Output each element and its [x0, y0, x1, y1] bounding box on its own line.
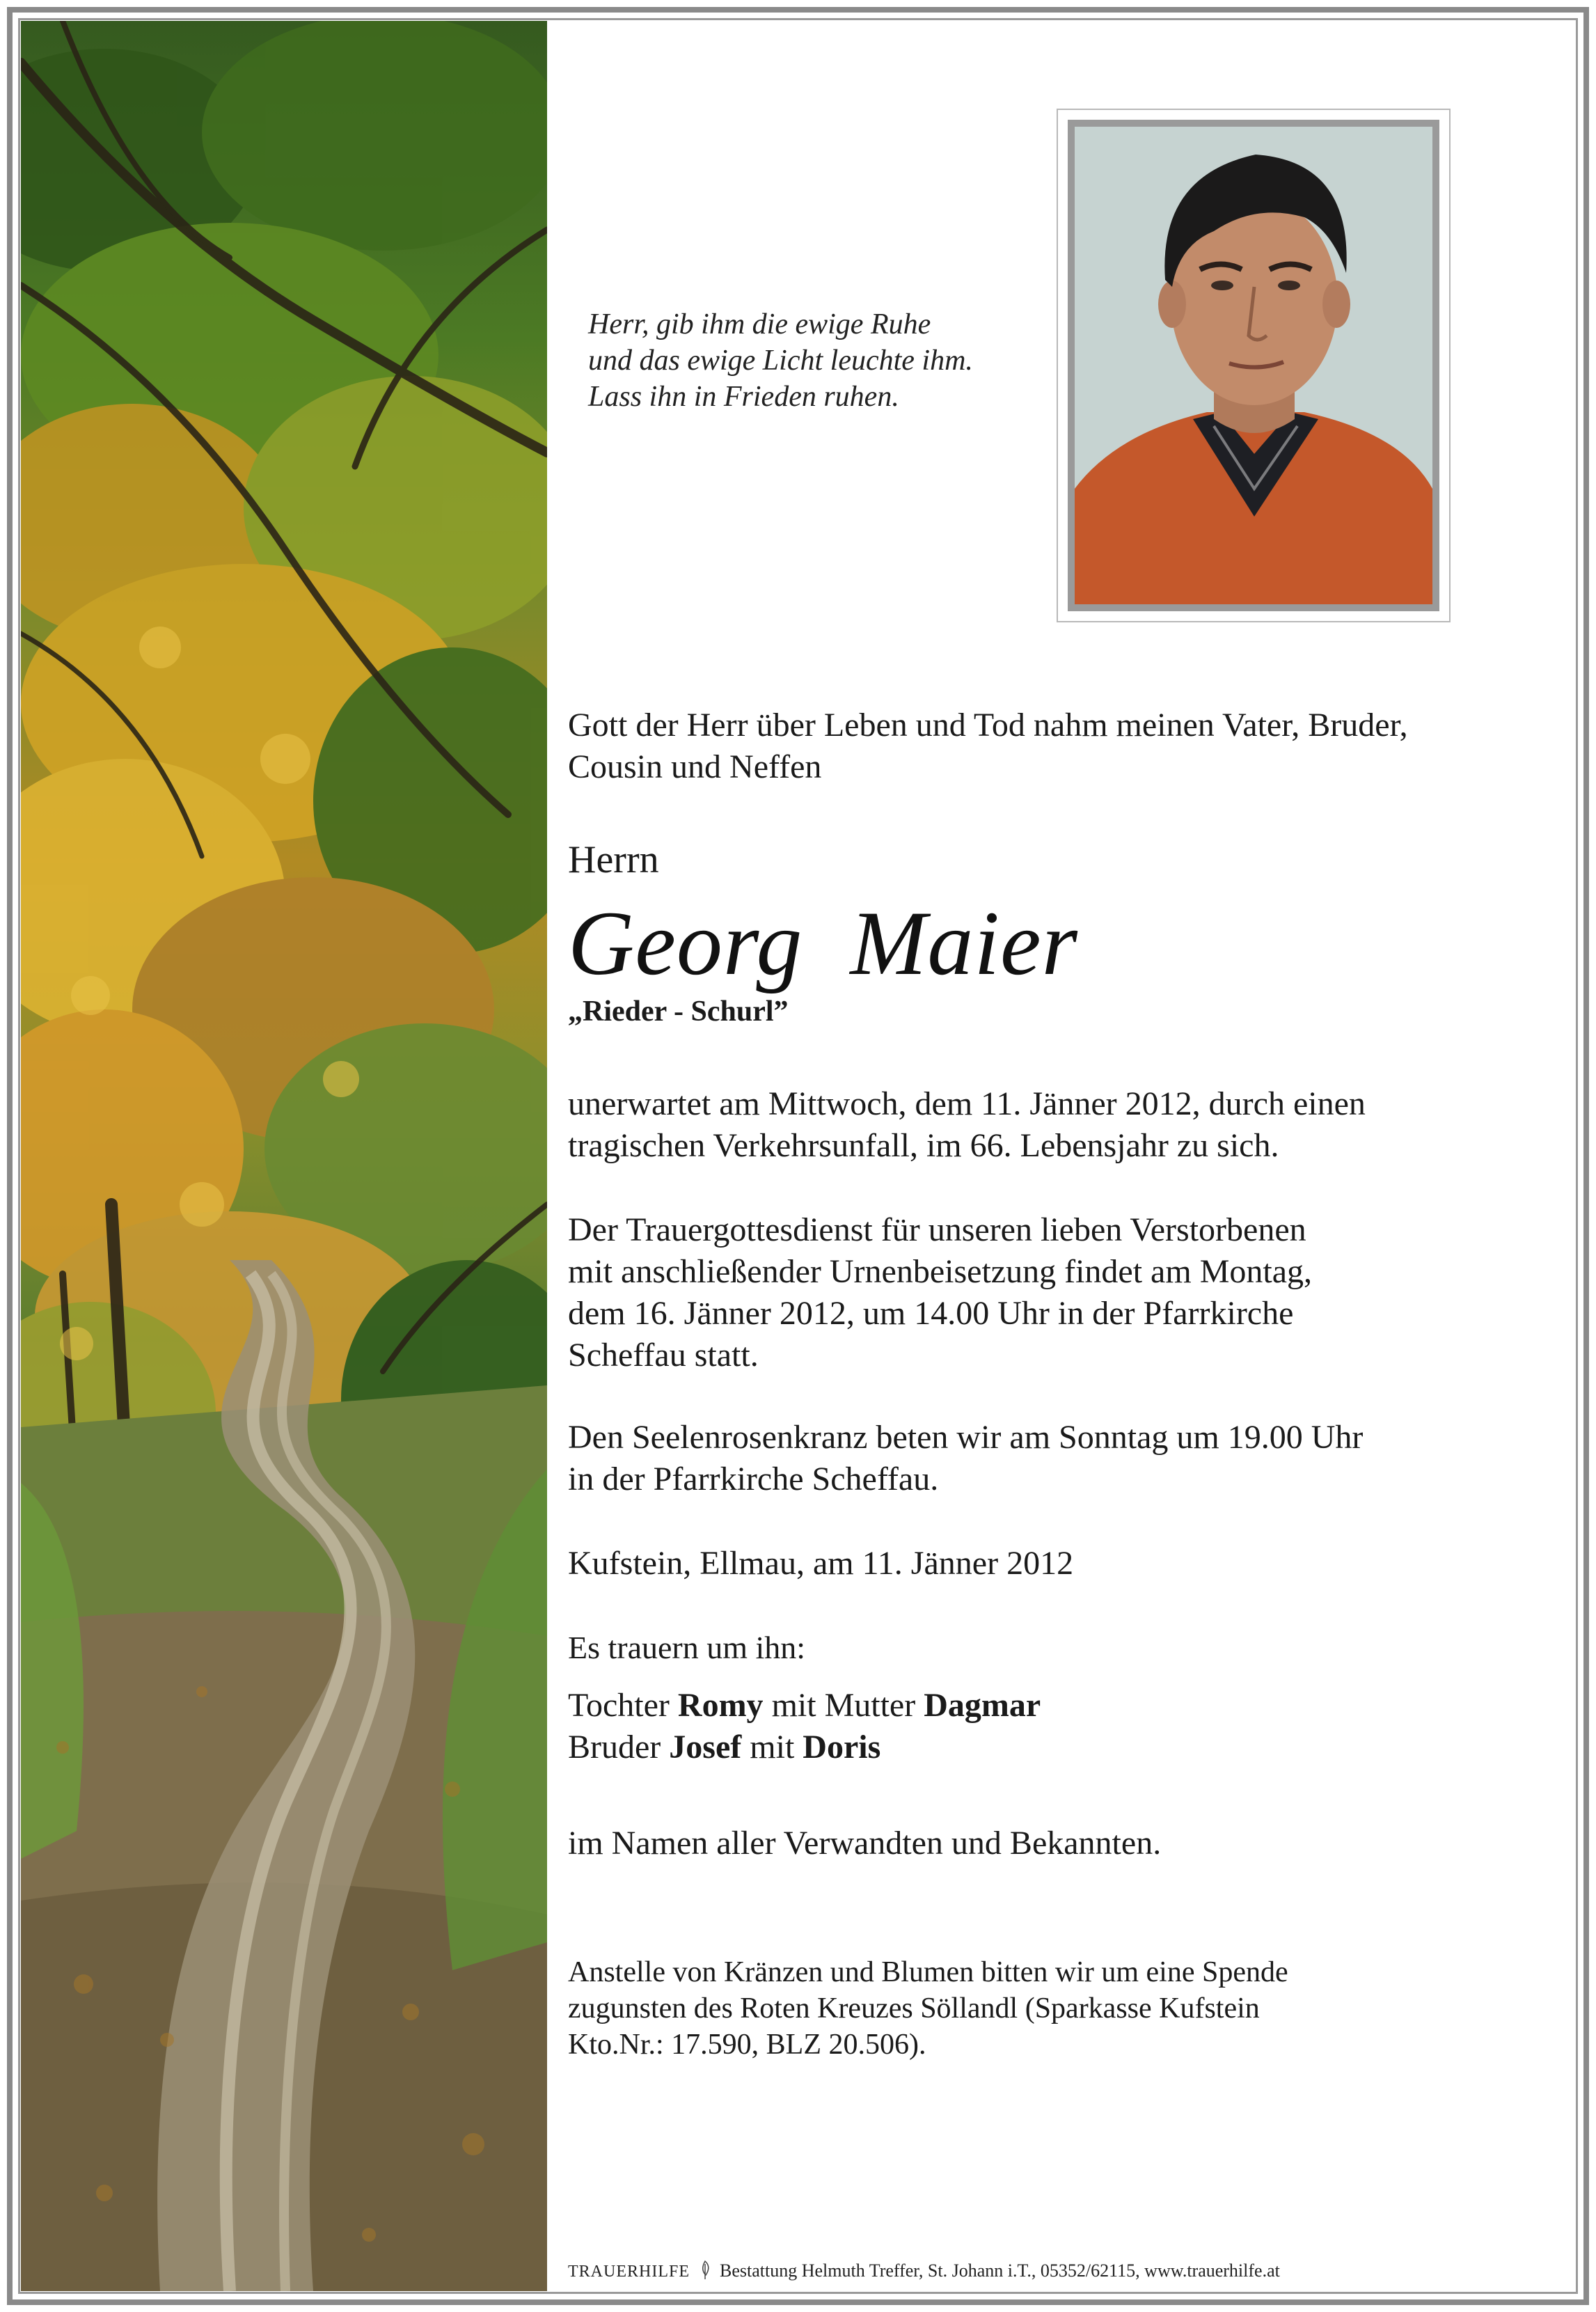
salutation: Herrn: [568, 838, 659, 881]
portrait-photo: [1075, 127, 1432, 604]
mourner-relation: Bruder: [568, 1729, 661, 1766]
mourner-relation: Tochter: [568, 1687, 670, 1724]
prayer-verse: [588, 306, 1034, 415]
intro-line: Gott der Herr über Leben und Tod nahm meinen Vater, Bruder,: [568, 707, 1408, 744]
intro-paragraph: [568, 705, 1556, 788]
footer-brand: TRAUERHILFE: [568, 2263, 690, 2281]
mourner-row: [568, 1685, 1556, 1727]
prayer-line: Herr, gib ihm die ewige Ruhe: [588, 308, 931, 340]
footer-text: Bestattung Helmuth Treffer, St. Johann i.T., 05352/62115, www.trauerhilfe.at: [720, 2260, 1280, 2281]
intro-line: Cousin und Neffen: [568, 748, 822, 785]
autumn-forest-path-image: [21, 21, 547, 2291]
prayer-line: Lass ihn in Frieden ruhen.: [588, 381, 899, 413]
funeral-line: Der Trauergottesdienst für unseren lieben Verstorbenen: [568, 1211, 1306, 1248]
donation-paragraph: [568, 1954, 1473, 2063]
footer: [568, 2260, 1280, 2283]
deceased-name: Georg Maier: [568, 892, 1078, 994]
mourner-partner: Dagmar: [924, 1687, 1041, 1724]
prayer-line: und das ewige Licht leuchte ihm.: [588, 345, 973, 377]
donation-line: zugunsten des Roten Kreuzes Söllandl (Sparkasse Kufstein: [568, 1992, 1260, 2024]
donation-line: Kto.Nr.: 17.590, BLZ 20.506).: [568, 2029, 926, 2061]
place-date: Kufstein, Ellmau, am 11. Jänner 2012: [568, 1545, 1074, 1582]
rosary-paragraph: [568, 1417, 1556, 1500]
mourner-connector: mit Mutter: [771, 1687, 916, 1724]
death-notice-line: unerwartet am Mittwoch, dem 11. Jänner 2012, durch einen: [568, 1085, 1366, 1122]
death-notice-line: tragischen Verkehrsunfall, im 66. Lebensjahr zu sich.: [568, 1127, 1279, 1164]
death-notice-paragraph: [568, 1083, 1556, 1167]
mourner-name: Romy: [677, 1687, 764, 1724]
deceased-nickname: „Rieder - Schurl”: [568, 996, 789, 1028]
mourner-partner: Doris: [803, 1729, 881, 1766]
funeral-line: Scheffau statt.: [568, 1337, 759, 1374]
mourners-list: [568, 1685, 1556, 1768]
closing-line: im Namen aller Verwandten und Bekannten.: [568, 1825, 1162, 1862]
rosary-line: in der Pfarrkirche Scheffau.: [568, 1461, 939, 1497]
donation-line: Anstelle von Kränzen und Blumen bitten wir um eine Spende: [568, 1956, 1288, 1988]
mourners-heading: Es trauern um ihn:: [568, 1630, 806, 1665]
leaf-icon: [697, 2260, 713, 2281]
mourner-name: Josef: [669, 1729, 742, 1766]
rosary-line: Den Seelenrosenkranz beten wir am Sonntag um 19.00 Uhr: [568, 1419, 1364, 1456]
mourner-row: [568, 1727, 1556, 1768]
funeral-paragraph: [568, 1209, 1556, 1376]
mourner-connector: mit: [750, 1729, 795, 1766]
funeral-line: mit anschließender Urnenbeisetzung findet am Montag,: [568, 1253, 1313, 1290]
portrait-frame: [1057, 109, 1451, 622]
funeral-line: dem 16. Jänner 2012, um 14.00 Uhr in der Pfarrkirche: [568, 1295, 1294, 1332]
